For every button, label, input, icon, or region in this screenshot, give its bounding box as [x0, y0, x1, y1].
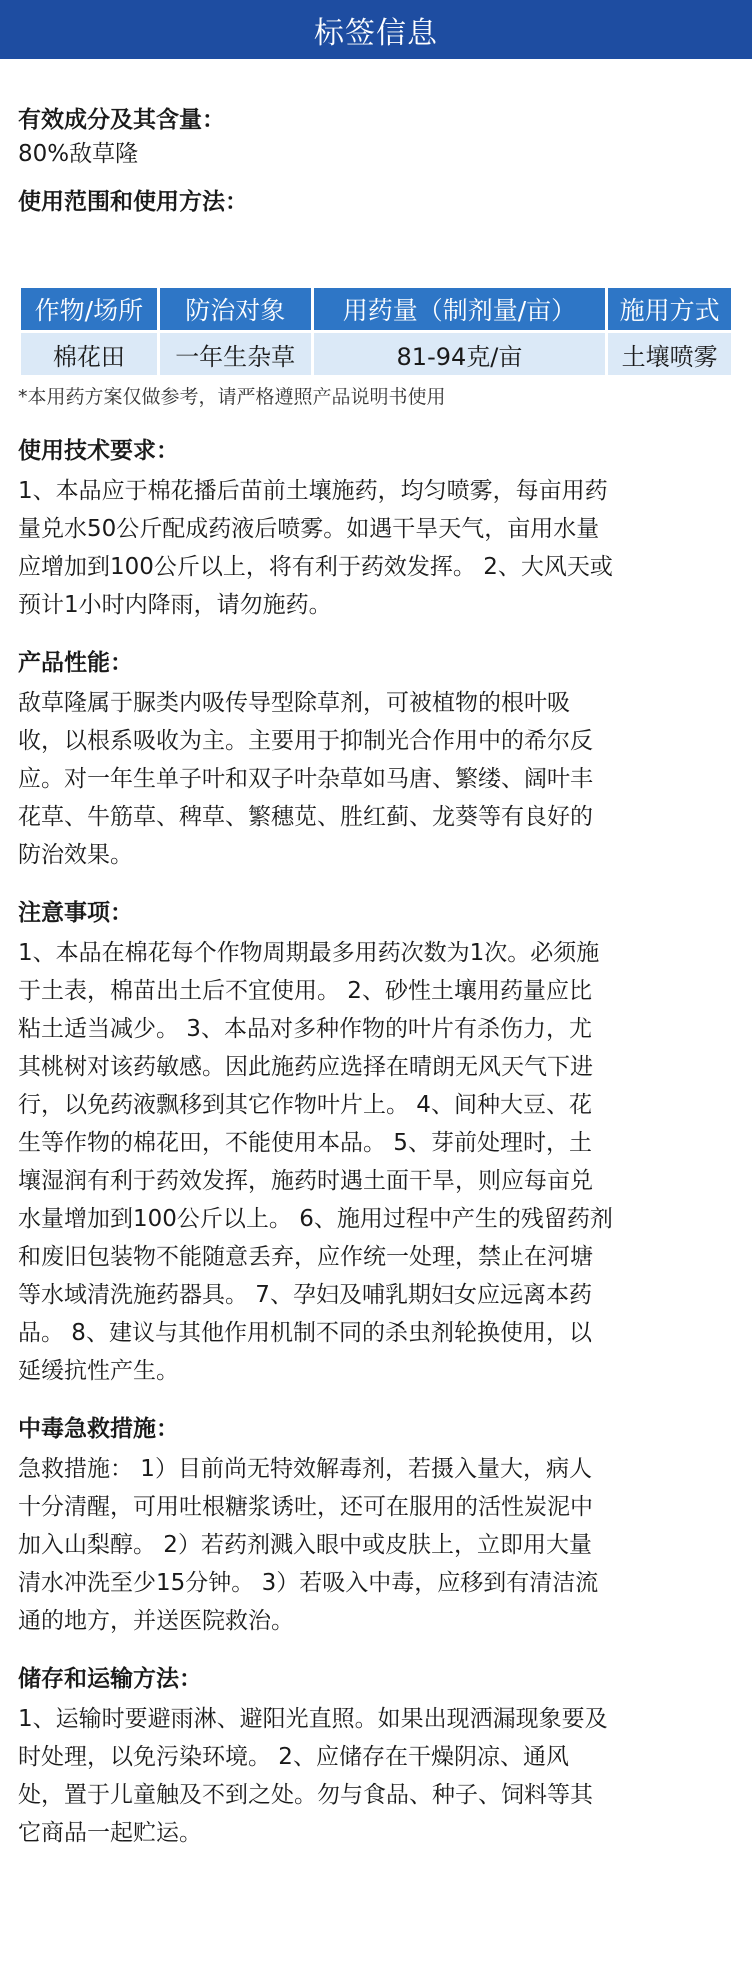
section-first-aid	[18, 1414, 734, 1640]
text-line: 和废旧包装物不能随意丢弃，应作统一处理，禁止在河塘	[18, 1244, 593, 1270]
text-line: 延缓抗性产生。	[18, 1358, 179, 1384]
page-title: 标签信息	[314, 15, 438, 51]
text-line: 收，以根系吸收为主。主要用于抑制光合作用中的希尔反	[18, 728, 593, 754]
section-title: 使用范围和使用方法：	[18, 189, 248, 215]
text-line: 花草、牛筋草、稗草、繁穗苋、胜红蓟、龙葵等有良好的	[18, 804, 593, 830]
table-row	[21, 333, 731, 375]
text-line: 等水域清洗施药器具。 7、孕妇及哺乳期妇女应远离本药	[18, 1282, 592, 1308]
column-header: 作物/场所	[21, 288, 157, 330]
label-content	[0, 105, 752, 1852]
text-line: 应增加到100公斤以上，将有利于药效发挥。 2、大风天或	[18, 554, 613, 580]
table-header-row	[21, 288, 731, 330]
text-line: 于土表，棉苗出土后不宜使用。 2、砂性土壤用药量应比	[18, 978, 592, 1004]
text-line: 粘土适当减少。 3、本品对多种作物的叶片有杀伤力，尤	[18, 1016, 592, 1042]
text-line: 敌草隆属于脲类内吸传导型除草剂，可被植物的根叶吸	[18, 690, 570, 716]
text-line: 品。 8、建议与其他作用机制不同的杀虫剂轮换使用，以	[18, 1320, 592, 1346]
text-line: 1、本品在棉花每个作物周期最多用药次数为1次。必须施	[18, 940, 600, 966]
section-title: 储存和运输方法：	[18, 1666, 202, 1692]
dosage-table	[18, 285, 734, 378]
section-title: 有效成分及其含量：	[18, 107, 225, 133]
section-performance	[18, 648, 734, 874]
text-line: 防治效果。	[18, 842, 133, 868]
text-line: 它商品一起贮运。	[18, 1820, 202, 1846]
text-line: 壤湿润有利于药效发挥，施药时遇土面干旱，则应每亩兑	[18, 1168, 593, 1194]
section-usage	[18, 187, 734, 217]
table-cell: 棉花田	[21, 333, 157, 375]
section-ingredient	[18, 105, 734, 173]
column-header: 用药量（制剂量/亩）	[314, 288, 606, 330]
text-line: 加入山梨醇。 2）若药剂溅入眼中或皮肤上，立即用大量	[18, 1532, 592, 1558]
section-tech	[18, 436, 734, 624]
text-line: 通的地方，并送医院救治。	[18, 1608, 294, 1634]
section-title: 产品性能：	[18, 650, 133, 676]
header-bar	[0, 0, 752, 59]
text-line: 十分清醒，可用吐根糖浆诱吐，还可在服用的活性炭泥中	[18, 1494, 593, 1520]
text-line: 生等作物的棉花田，不能使用本品。 5、芽前处理时，土	[18, 1130, 592, 1156]
table-cell: 81-94克/亩	[314, 333, 606, 375]
text-line: 行，以免药液飘移到其它作物叶片上。 4、间种大豆、花	[18, 1092, 592, 1118]
table-cell: 土壤喷雾	[608, 333, 731, 375]
text-line: 量兑水50公斤配成药液后喷雾。如遇干旱天气，亩用水量	[18, 516, 600, 542]
ingredient-value: 80%敌草隆	[18, 141, 139, 167]
text-line: 应。对一年生单子叶和双子叶杂草如马唐、繁缕、阔叶丰	[18, 766, 593, 792]
table-cell: 一年生杂草	[160, 333, 311, 375]
text-line: 1、运输时要避雨淋、避阳光直照。如果出现洒漏现象要及	[18, 1706, 608, 1732]
section-title: 中毒急救措施：	[18, 1416, 179, 1442]
text-line: 时处理，以免污染环境。 2、应储存在干燥阴凉、通风	[18, 1744, 569, 1770]
column-header: 施用方式	[608, 288, 731, 330]
text-line: 处，置于儿童触及不到之处。勿与食品、种子、饲料等其	[18, 1782, 593, 1808]
text-line: 其桃树对该药敏感。因此施药应选择在晴朗无风天气下进	[18, 1054, 593, 1080]
section-cautions	[18, 898, 734, 1390]
text-line: 1、本品应于棉花播后苗前土壤施药，均匀喷雾，每亩用药	[18, 478, 608, 504]
section-title: 使用技术要求：	[18, 438, 179, 464]
text-line: 水量增加到100公斤以上。 6、施用过程中产生的残留药剂	[18, 1206, 613, 1232]
usage-note: *本用药方案仅做参考，请严格遵照产品说明书使用	[18, 386, 446, 408]
text-line: 急救措施： 1）目前尚无特效解毒剂，若摄入量大，病人	[18, 1456, 592, 1482]
section-storage	[18, 1664, 734, 1852]
text-line: 清水冲洗至少15分钟。 3）若吸入中毒，应移到有清洁流	[18, 1570, 599, 1596]
text-line: 预计1小时内降雨，请勿施药。	[18, 592, 332, 618]
column-header: 防治对象	[160, 288, 311, 330]
section-title: 注意事项：	[18, 900, 133, 926]
